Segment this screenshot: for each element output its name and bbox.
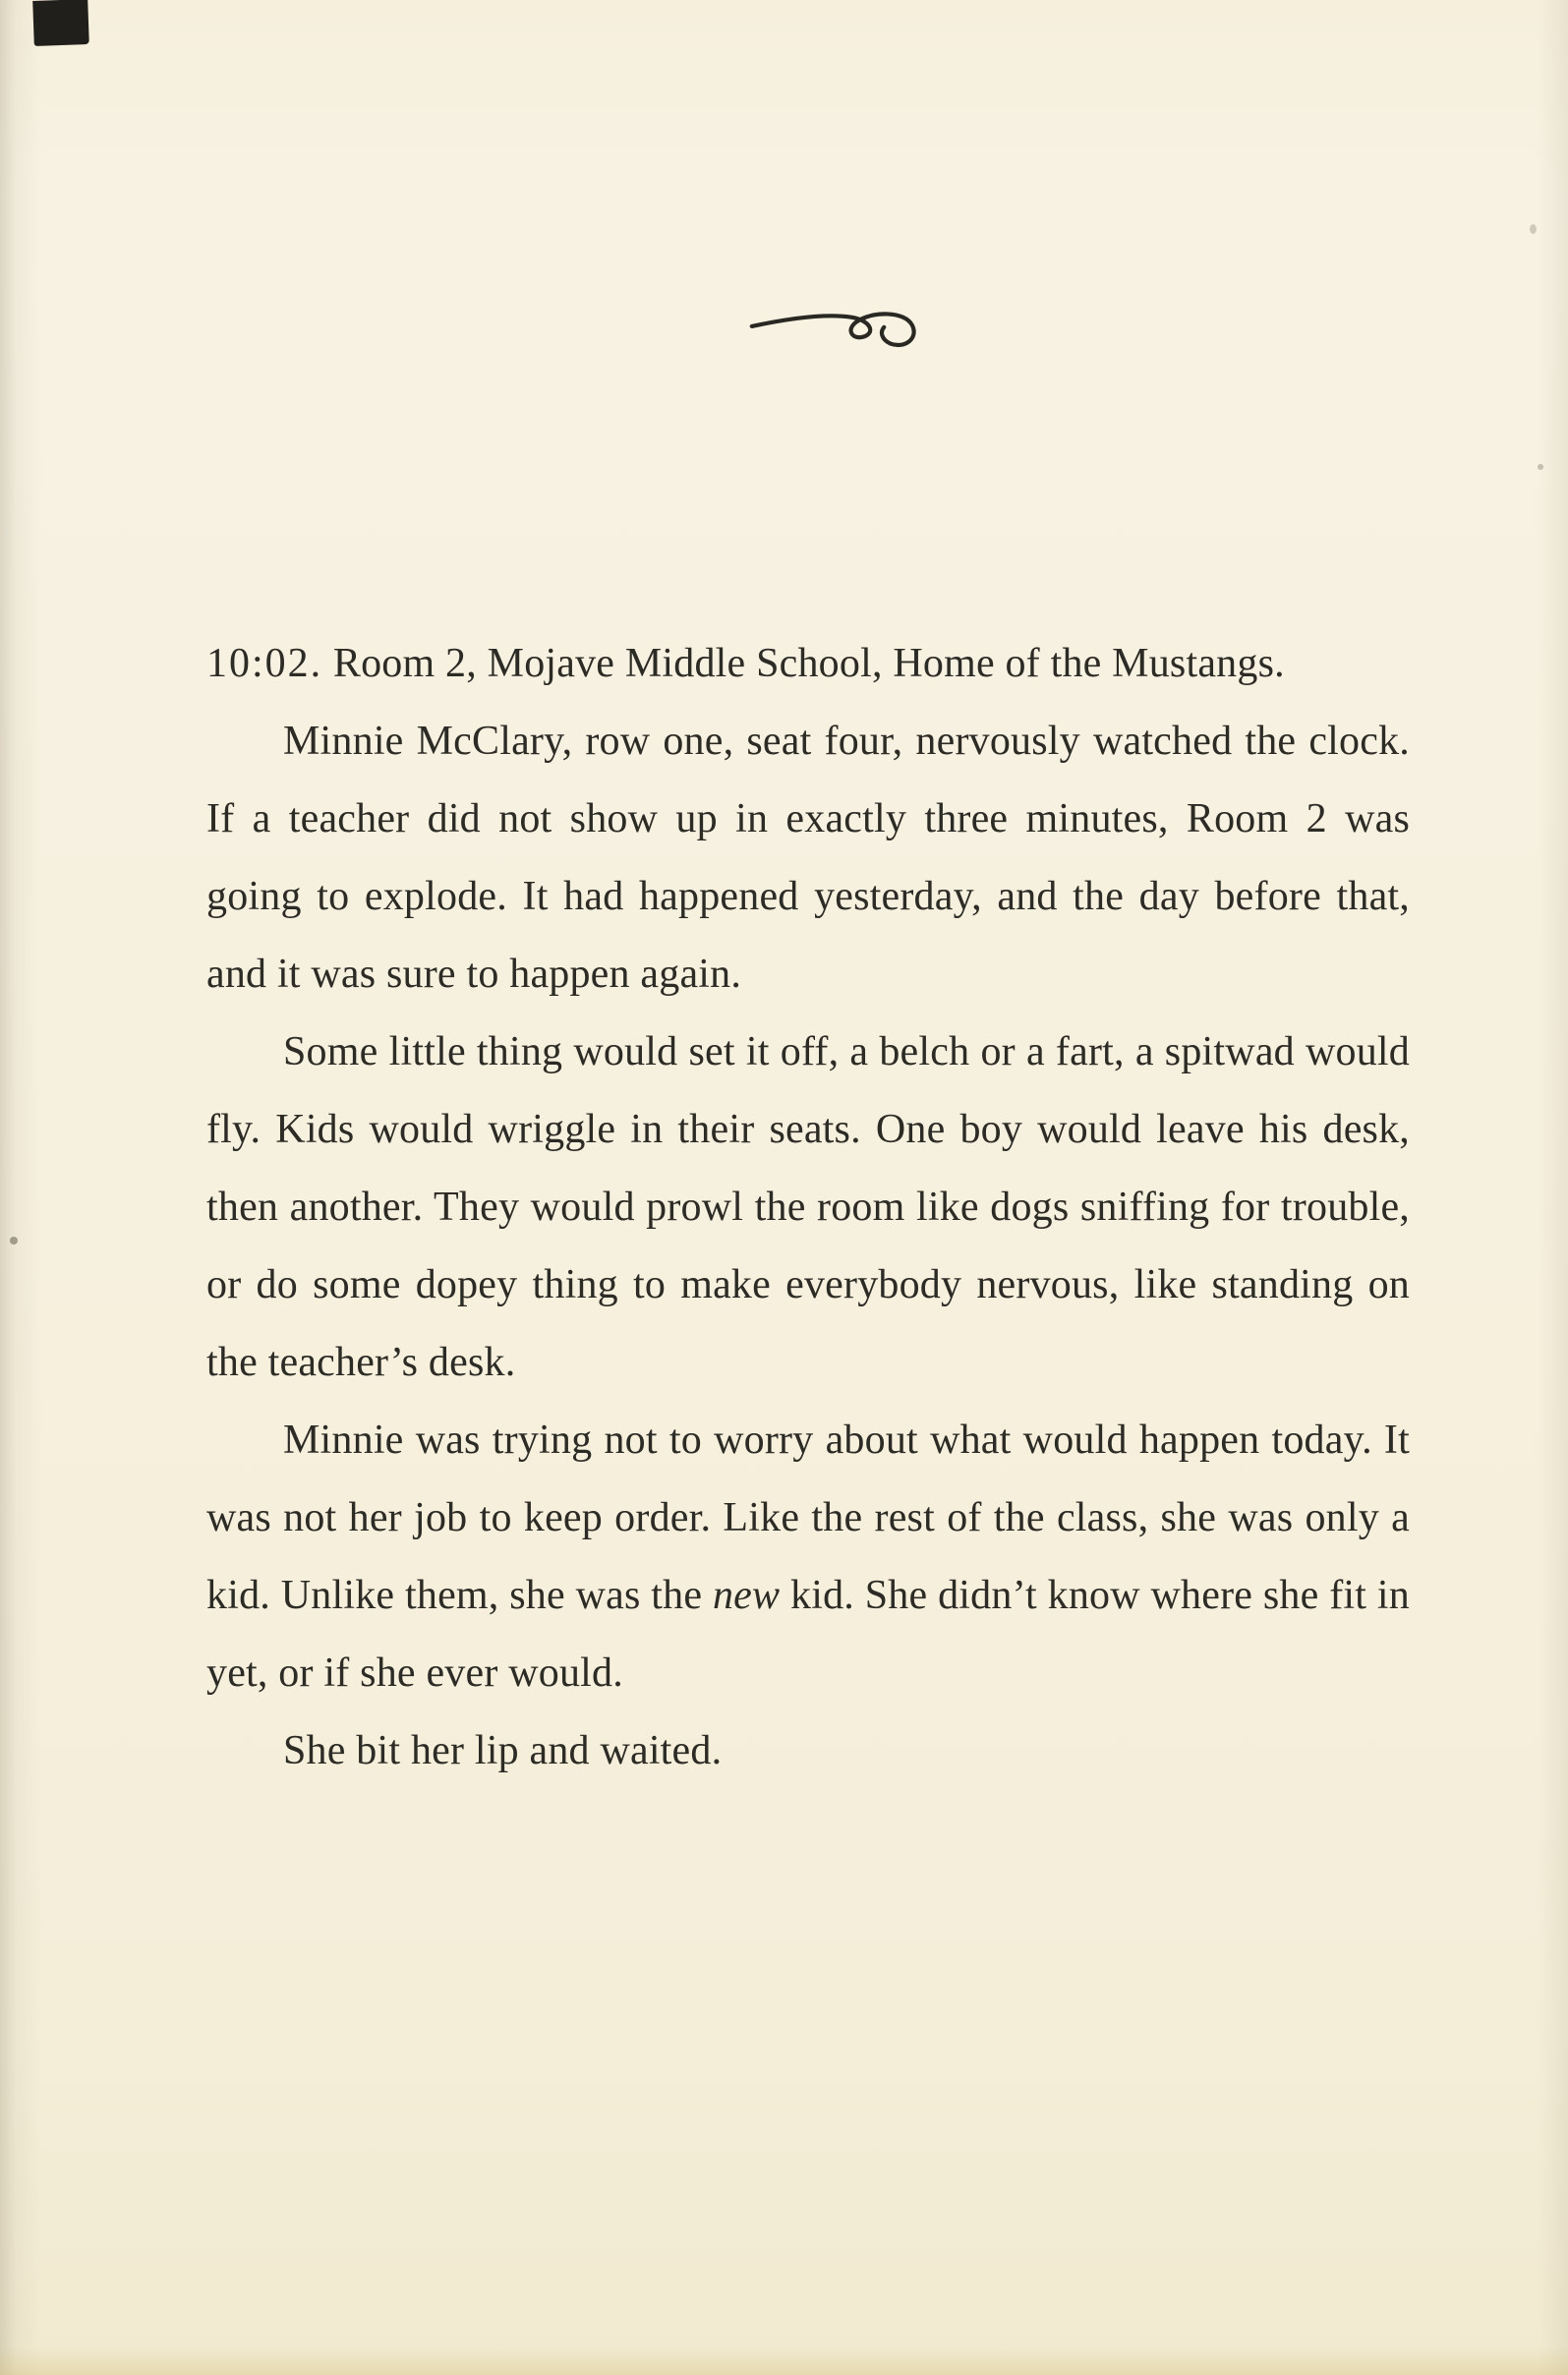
text-run: She bit her lip and waited. [283, 1728, 723, 1773]
paragraph [206, 625, 1410, 703]
paragraph [206, 1014, 1410, 1402]
text-run: new [712, 1573, 781, 1618]
text-run: Minnie McClary, row one, seat four, nervously watched the clock. If a teacher did not show up in exactly three minutes, Room 2 was going to explode. It had happened yesterday, and the day before that, and it was sure to happen again. [206, 719, 1410, 997]
paragraph [206, 1712, 1410, 1790]
paragraph [206, 1402, 1410, 1712]
paragraph [206, 703, 1410, 1014]
flourish-ornament-icon [749, 293, 950, 358]
text-run: 10:02. [206, 641, 323, 686]
scan-speck [1530, 224, 1537, 234]
scan-artifact [32, 0, 89, 46]
scan-speck [1538, 464, 1543, 470]
text-run: kid. She didn’t know where she fit in yet, or if she ever would. [206, 1573, 1410, 1696]
text-block [206, 625, 1410, 1790]
page-bottom-shading [0, 2347, 1568, 2375]
text-run: Room 2, Mojave Middle School, Home of the Mustangs. [322, 641, 1285, 686]
text-run: Some little thing would set it off, a belch or a fart, a spitwad would fly. Kids would wriggle in their seats. One boy would leave his desk, then another. They would prowl the room like dogs sniffing for trouble, or do some dopey thing to make everybody nervous, like standing on the teacher’s desk. [206, 1029, 1410, 1385]
text-run: Minnie was trying not to worry about what would happen today. It was not her job to keep order. Like the rest of the class, she was only a kid. Unlike them, she was the [206, 1418, 1410, 1618]
scan-speck [10, 1237, 18, 1245]
